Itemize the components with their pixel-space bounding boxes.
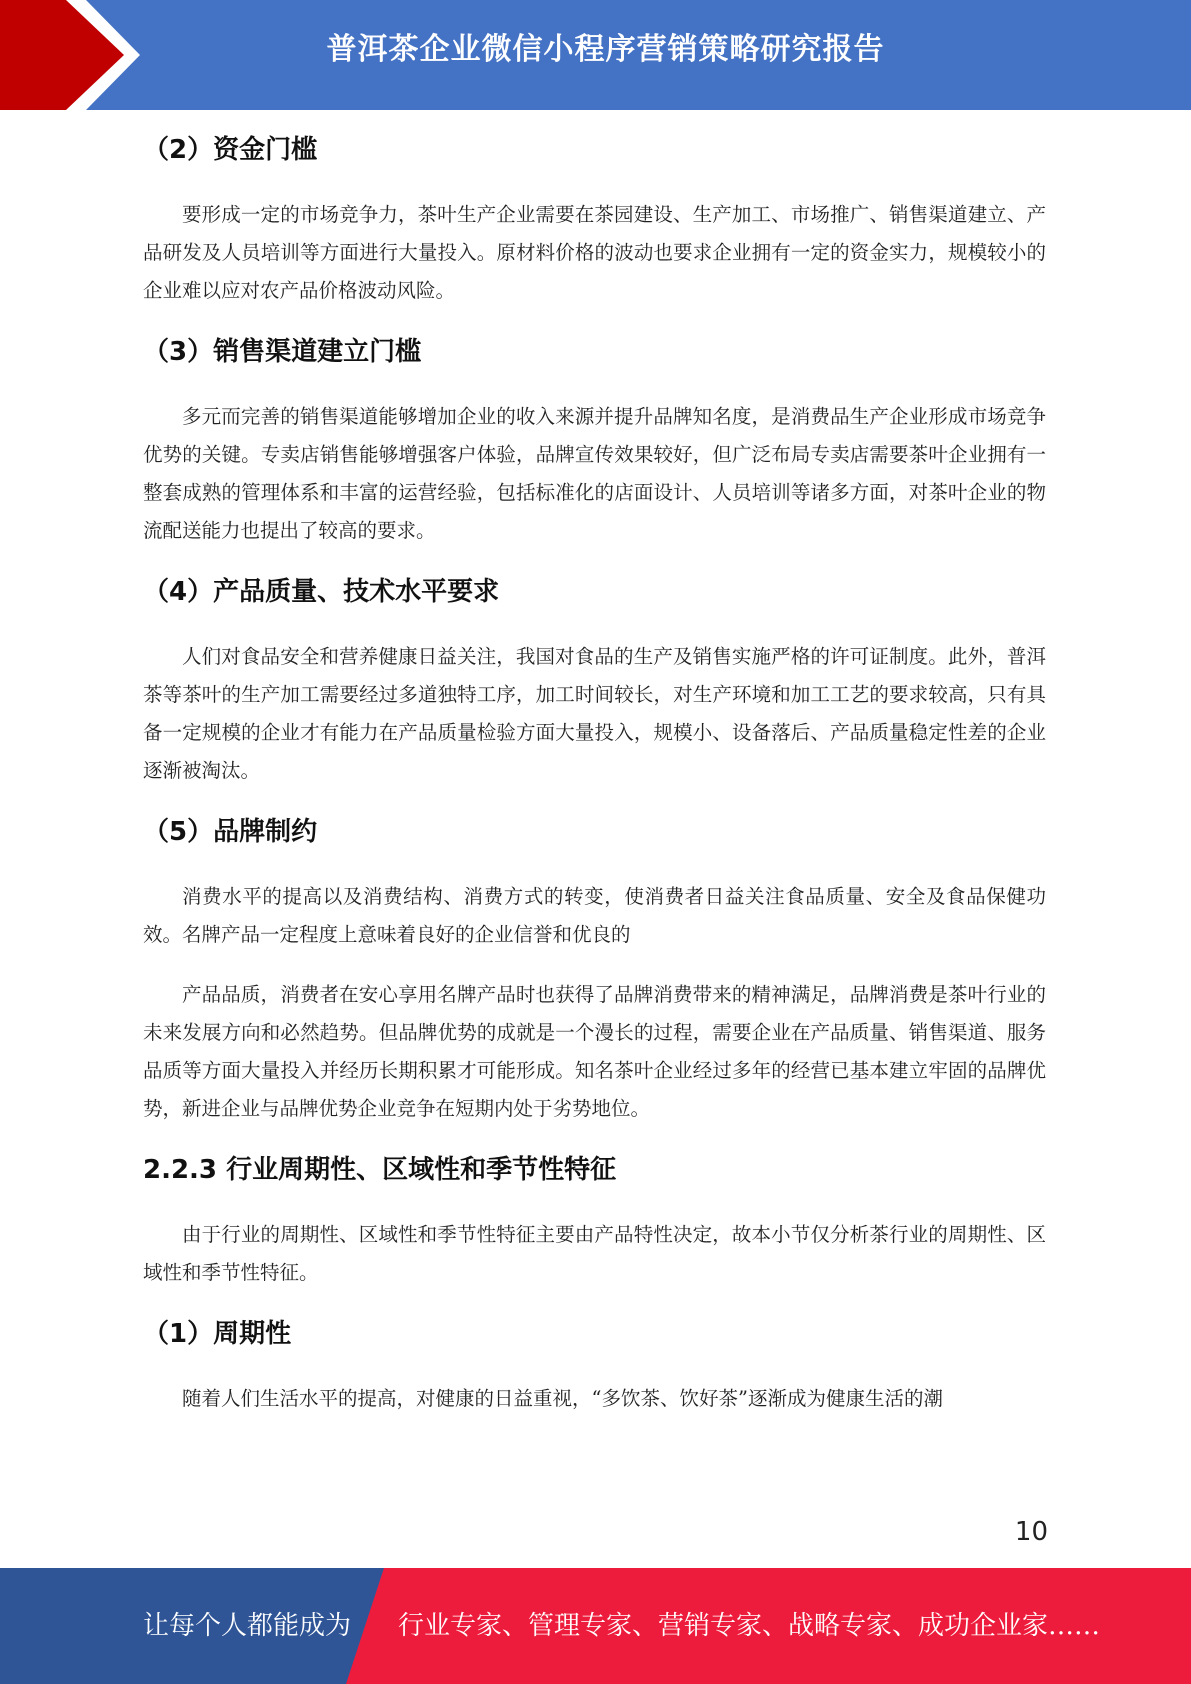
section-heading-industry-characteristics: 2.2.3 行业周期性、区域性和季节性特征 bbox=[143, 1155, 617, 1185]
section-heading-brand-constraint: （5）品牌制约 bbox=[143, 817, 318, 847]
document-title: 普洱茶企业微信小程序营销策略研究报告 bbox=[326, 32, 885, 67]
footer-slogan-left: 让每个人都能成为 bbox=[143, 1611, 352, 1641]
section-heading-quality-tech-requirements: （4）产品质量、技术水平要求 bbox=[143, 577, 500, 607]
page-footer bbox=[0, 1568, 1191, 1684]
section-heading-funding-threshold: （2）资金门槛 bbox=[143, 135, 318, 165]
paragraph-sales-channel-threshold: 多元而完善的销售渠道能够增加企业的收入来源并提升品牌知名度，是消费品生产企业形成市场竞争优势的关键。专卖店销售能够增强客户体验，品牌宣传效果较好，但广泛布局专卖店需要茶叶企业拥有一整套成熟的管理体系和丰富的运营经验，包括标准化的店面设计、人员培训等诸多方面，对茶叶企业的物流配送能力也提出了较高的要求。 bbox=[143, 405, 1046, 542]
paragraph-quality-tech-requirements: 人们对食品安全和营养健康日益关注，我国对食品的生产及销售实施严格的许可证制度。此外，普洱茶等茶叶的生产加工需要经过多道独特工序，加工时间较长，对生产环境和加工工艺的要求较高，只有具备一定规模的企业才有能力在产品质量检验方面大量投入，规模小、设备落后、产品质量稳定性差的企业逐渐被淘汰。 bbox=[143, 645, 1046, 782]
paragraph-periodicity: 随着人们生活水平的提高，对健康的日益重视，“多饮茶、饮好茶”逐渐成为健康生活的潮 bbox=[182, 1387, 943, 1410]
paragraph-industry-characteristics: 由于行业的周期性、区域性和季节性特征主要由产品特性决定，故本小节仅分析茶行业的周期性、区域性和季节性特征。 bbox=[143, 1223, 1046, 1284]
paragraph-brand-constraint-1: 消费水平的提高以及消费结构、消费方式的转变，使消费者日益关注食品质量、安全及食品保健功效。名牌产品一定程度上意味着良好的企业信誉和优良的 bbox=[143, 885, 1046, 946]
main-content bbox=[143, 130, 1046, 1418]
page-number: 10 bbox=[1014, 1517, 1048, 1547]
section-heading-sales-channel-threshold: （3）销售渠道建立门槛 bbox=[143, 337, 422, 367]
section-heading-periodicity: （1）周期性 bbox=[143, 1319, 292, 1349]
paragraph-brand-constraint-2: 产品品质，消费者在安心享用名牌产品时也获得了品牌消费带来的精神满足，品牌消费是茶叶行业的未来发展方向和必然趋势。但品牌优势的成就是一个漫长的过程，需要企业在产品质量、销售渠道、服务品质等方面大量投入并经历长期积累才可能形成。知名茶叶企业经过多年的经营已基本建立牢固的品牌优势，新进企业与品牌优势企业竞争在短期内处于劣势地位。 bbox=[143, 983, 1046, 1120]
footer-slogan-right: 行业专家、管理专家、营销专家、战略专家、成功企业家…… bbox=[398, 1611, 1101, 1641]
paragraph-funding-threshold: 要形成一定的市场竞争力，茶叶生产企业需要在茶园建设、生产加工、市场推广、销售渠道建立、产品研发及人员培训等方面进行大量投入。原材料价格的波动也要求企业拥有一定的资金实力，规模较小的企业难以应对农产品价格波动风险。 bbox=[143, 203, 1046, 302]
page-header bbox=[0, 0, 1191, 110]
